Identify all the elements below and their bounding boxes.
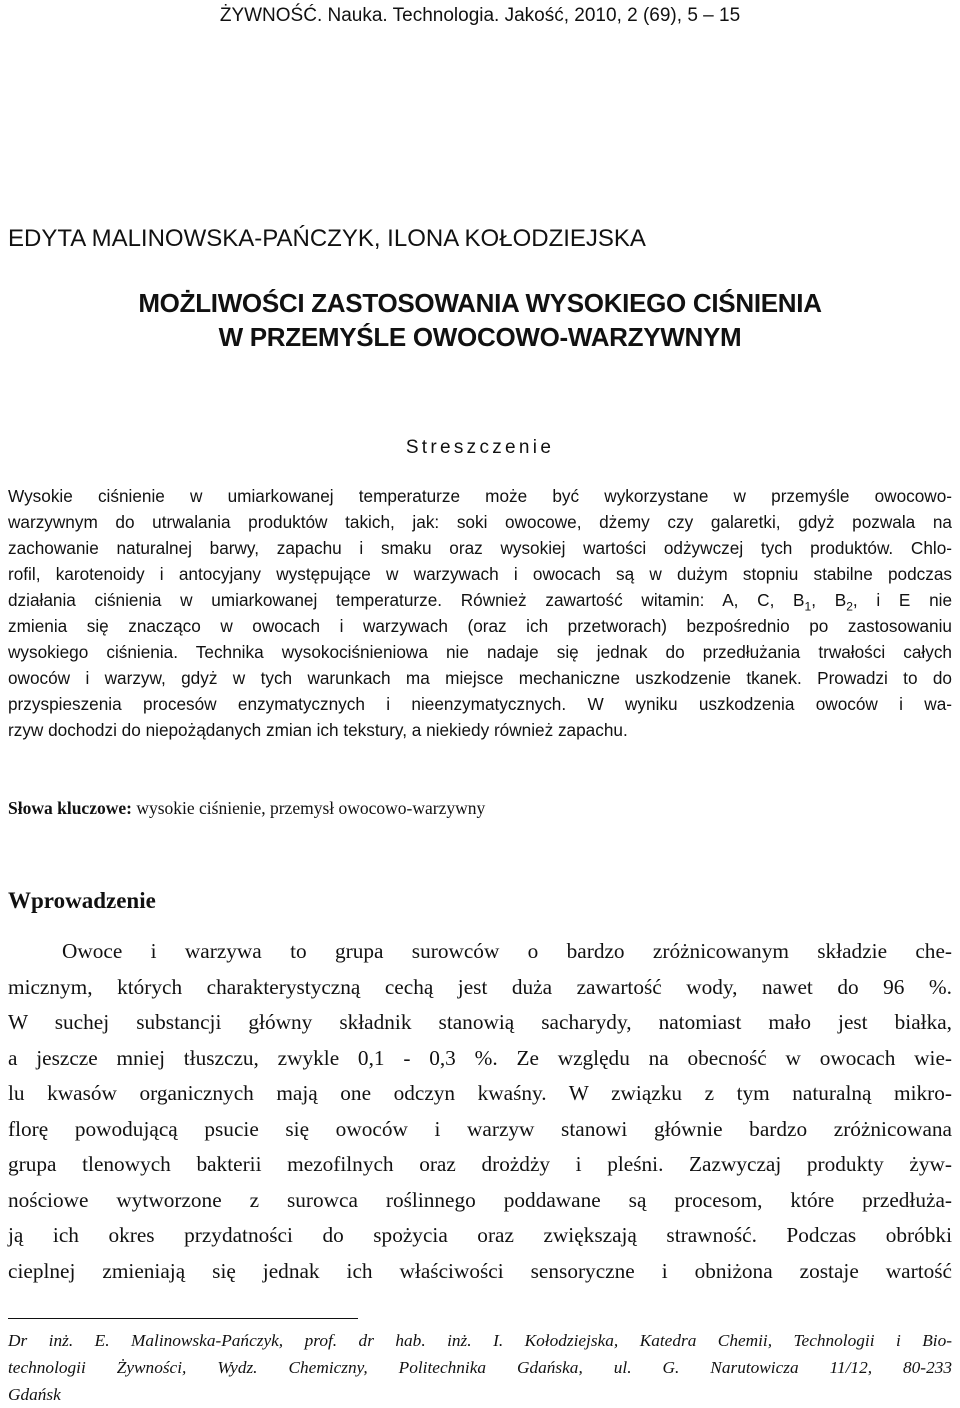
abstract-body — [8, 483, 952, 743]
abstract-line: zachowanie naturalnej barwy, zapachu i smaku oraz wysokiej wartości odżywczej tych produktów. Chlo- — [8, 538, 952, 558]
intro-line: florę powodującą psucie się owoców i warzyw stanowi głównie bardzo zróżnicowana — [8, 1116, 952, 1141]
intro-line: grupa tlenowych bakterii mezofilnych oraz drożdży i pleśni. Zazwyczaj produkty żyw- — [8, 1152, 952, 1176]
journal-page — [8, 0, 952, 1402]
abstract-line-text: , B — [811, 590, 847, 610]
intro-line: W suchej substancji główny składnik stanowią sacharydy, natomiast mało jest białka, — [8, 1010, 952, 1034]
title-line-1: MOŻLIWOŚCI ZASTOSOWANIA WYSOKIEGO CIŚNIENIA — [138, 288, 822, 318]
article-title — [8, 286, 952, 354]
footnote-line: Dr inż. E. Malinowska-Pańczyk, prof. dr hab. inż. I. Kołodziejska, Katedra Chemii, Technologii i Bio- — [8, 1331, 952, 1350]
authors: EDYTA MALINOWSKA-PAŃCZYK, ILONA KOŁODZIEJSKA — [8, 225, 646, 252]
abstract-line: wysokiego ciśnienia. Technika wysokociśnieniowa nie nadaje się jednak do przedłużania trwałości całych — [8, 642, 952, 662]
title-line-2: W PRZEMYŚLE OWOCOWO-WARZYWNYM — [218, 322, 742, 352]
abstract-line: zmienia się znacząco w owocach i warzywach (oraz ich przetworach) bezpośrednio po zastosowaniu — [8, 616, 952, 636]
introduction-body — [8, 934, 952, 1289]
intro-line: ją ich okres przydatności do spożycia oraz zwiększają strawność. Podczas obróbki — [8, 1223, 952, 1247]
author-affiliation-footnote — [8, 1327, 952, 1408]
abstract-line-text: , i E nie — [852, 590, 952, 610]
intro-line: cieplnej zmieniają się jednak ich właściwości sensoryczne i obniżona zostaje wartość — [8, 1258, 952, 1283]
abstract-line: owoców i warzyw, gdyż w tych warunkach ma miejsce mechaniczne uszkodzenie tkanek. Prowadzi to do — [8, 668, 952, 688]
footnote-line: Gdańsk — [8, 1385, 61, 1404]
keywords — [8, 795, 952, 821]
intro-line: nościowe wytworzone z surowca roślinnego poddawane są procesom, które przedłuża- — [8, 1187, 952, 1212]
footnote-divider — [8, 1318, 358, 1319]
abstract-line: rofil, karotenoidy i antocyjany występujące w warzywach i owocach są w dużym stopniu stabilne podczas — [8, 564, 952, 584]
keywords-text: wysokie ciśnienie, przemysł owocowo-warzywny — [131, 798, 486, 818]
abstract-line-vitamins — [8, 587, 952, 613]
intro-line: a jeszcze mniej tłuszczu, zwykle 0,1 - 0,3 %. Ze względu na obecność w owocach wie- — [8, 1045, 952, 1070]
running-head: ŻYWNOŚĆ. Nauka. Technologia. Jakość, 2010, 2 (69), 5 – 15 — [219, 5, 741, 26]
subscript: 2 — [846, 599, 853, 614]
abstract-line-text: działania ciśnienia w umiarkowanej temperaturze. Również zawartość witamin: A, C, B — [8, 590, 805, 610]
abstract-heading: Streszczenie — [405, 437, 555, 458]
intro-line: lu kwasów organicznych mają one odczyn kwaśny. W związku z tym naturalną mikro- — [8, 1081, 952, 1105]
abstract-line: warzywnym do utrwalania produktów takich, jak: soki owocowe, dżemy czy galaretki, gdyż pozwala na — [8, 512, 952, 532]
subscript: 1 — [804, 599, 812, 614]
intro-line: micznym, których charakterystyczną cechą jest duża zawartość wody, nawet do 96 %. — [8, 974, 952, 999]
intro-line: Owoce i warzywa to grupa surowców o bardzo zróżnicowanym składzie che- — [62, 939, 952, 963]
keywords-label: Słowa kluczowe: — [8, 798, 132, 818]
abstract-line: przyspieszenia procesów enzymatycznych i nieenzymatycznych. W wyniku uszkodzenia owoców i wa- — [8, 694, 952, 714]
footnote-line: technologii Żywności, Wydz. Chemiczny, Politechnika Gdańska, ul. G. Narutowicza 11/12, 80-233 — [8, 1358, 952, 1377]
section-heading-introduction: Wprowadzenie — [8, 888, 156, 913]
abstract-line: Wysokie ciśnienie w umiarkowanej temperaturze może być wykorzystane w przemyśle owocowo- — [8, 486, 952, 506]
abstract-line: rzyw dochodzi do niepożądanych zmian ich tekstury, a niekiedy również zapachu. — [8, 720, 628, 740]
